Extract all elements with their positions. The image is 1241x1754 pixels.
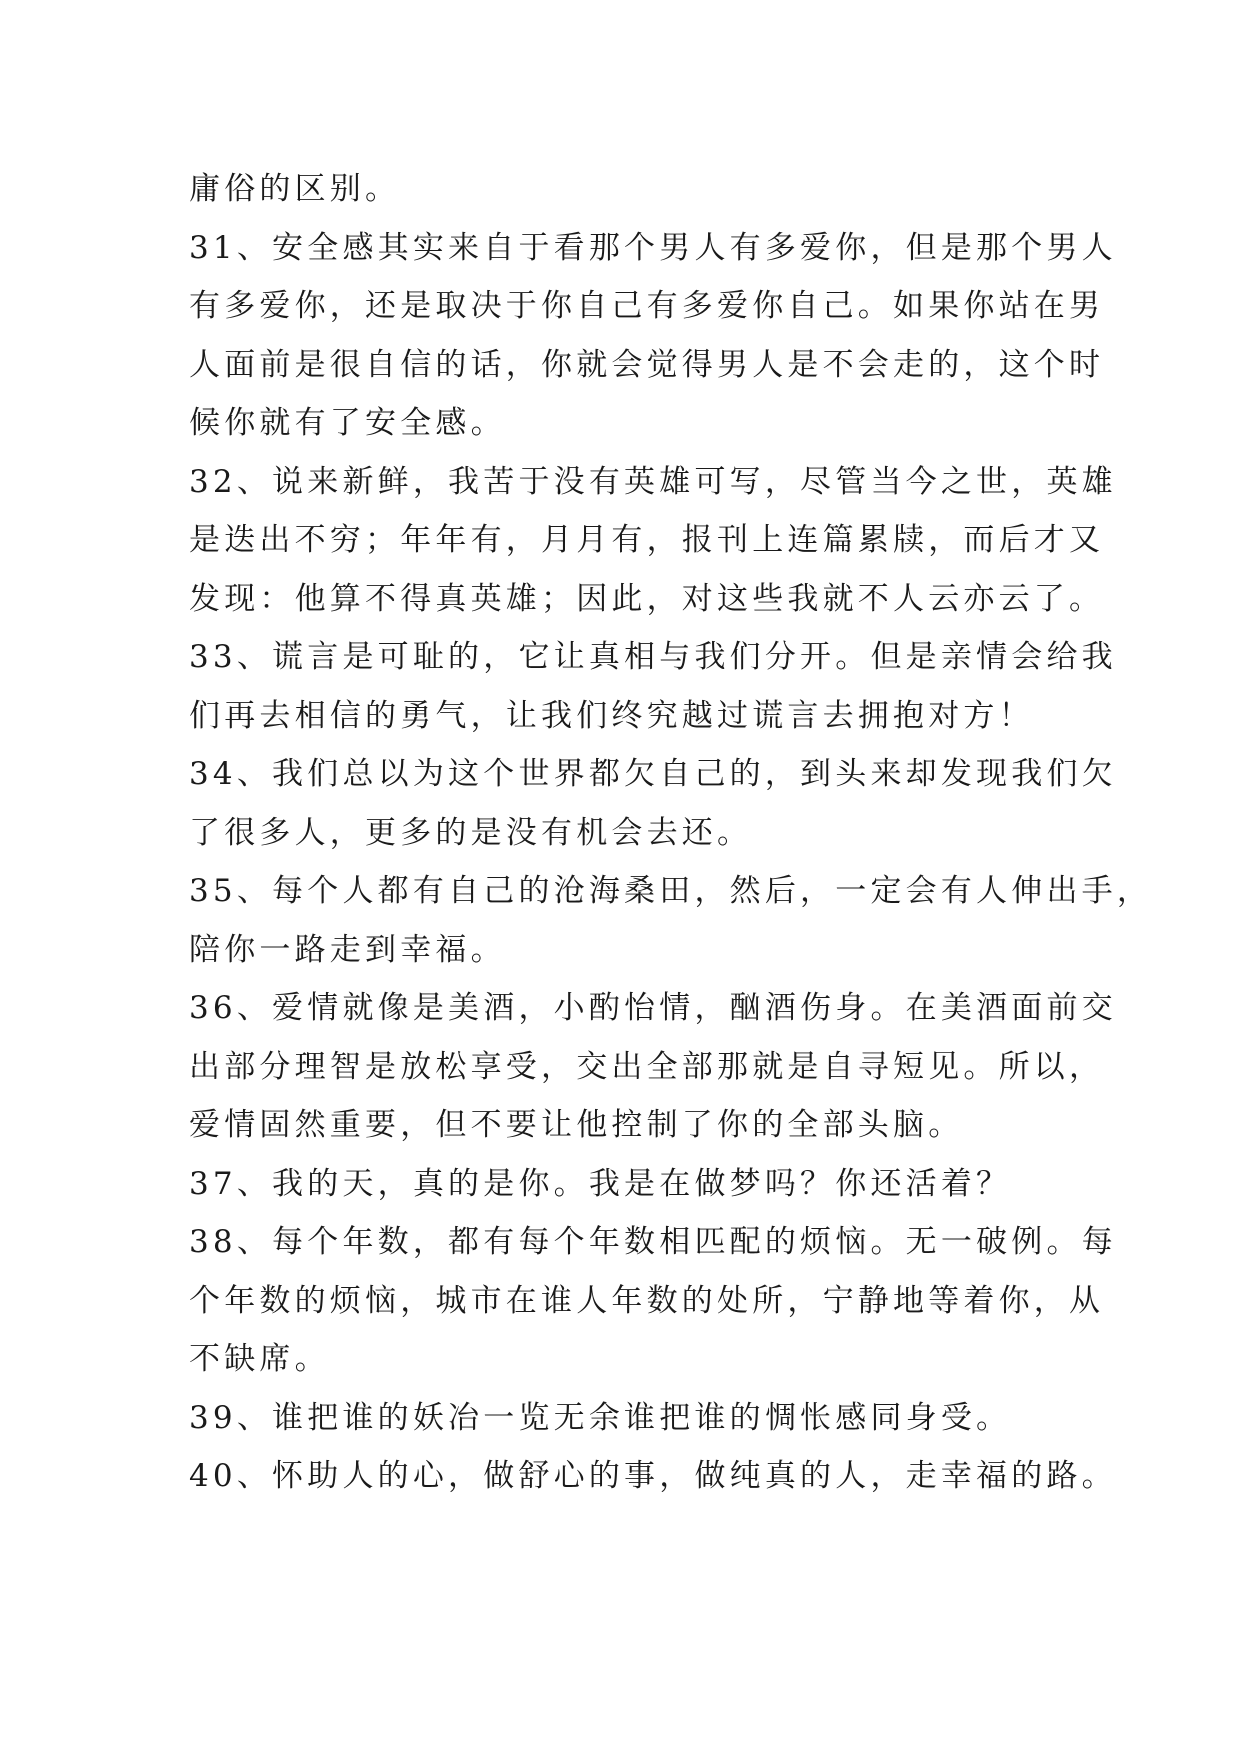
text-line: 40、怀助人的心，做舒心的事，做纯真的人，走幸福的路。: [189, 1458, 1117, 1494]
text-line: 38、每个年数，都有每个年数相匹配的烦恼。无一破例。每: [189, 1224, 1117, 1260]
text-line: 爱情固然重要，但不要让他控制了你的全部头脑。: [189, 1107, 964, 1143]
text-line: 们再去相信的勇气，让我们终究越过谎言去拥抱对方！: [189, 697, 1034, 734]
text-line: 31、安全感其实来自于看那个男人有多爱你，但是那个男人: [189, 229, 1117, 266]
text-line: 36、爱情就像是美酒，小酌怡情，酗酒伤身。在美酒面前交: [189, 990, 1117, 1026]
body-text: [189, 160, 1153, 1506]
text-line: 是迭出不穷；年年有，月月有，报刊上连篇累牍，而后才又: [189, 522, 1105, 558]
text-line: 33、谎言是可耻的，它让真相与我们分开。但是亲情会给我: [189, 639, 1117, 675]
text-line: 陪你一路走到幸福。: [189, 931, 506, 968]
text-line: 35、每个人都有自己的沧海桑田，然后，一定会有人伸出手，: [189, 873, 1153, 909]
text-line: 了很多人，更多的是没有机会去还。: [189, 814, 753, 851]
text-line: 个年数的烦恼，城市在谁人年数的处所，宁静地等着你，从: [189, 1282, 1105, 1319]
text-line: 人面前是很自信的话，你就会觉得男人是不会走的，这个时: [189, 346, 1105, 383]
text-line: 不缺席。: [189, 1341, 330, 1377]
text-line: 37、我的天，真的是你。我是在做梦吗？你还活着？: [189, 1165, 1012, 1202]
text-line: 庸俗的区别。: [189, 171, 401, 207]
text-line: 候你就有了安全感。: [189, 405, 506, 441]
text-line: 出部分理智是放松享受，交出全部那就是自寻短见。所以，: [189, 1048, 1105, 1085]
text-line: 发现：他算不得真英雄；因此，对这些我就不人云亦云了。: [189, 580, 1105, 617]
text-line: 有多爱你，还是取决于你自己有多爱你自己。如果你站在男: [189, 288, 1105, 324]
text-line: 32、说来新鲜，我苦于没有英雄可写，尽管当今之世，英雄: [189, 463, 1117, 500]
text-line: 34、我们总以为这个世界都欠自己的，到头来却发现我们欠: [189, 756, 1117, 792]
text-line: 39、谁把谁的妖冶一览无余谁把谁的惆怅感同身受。: [189, 1399, 1012, 1436]
